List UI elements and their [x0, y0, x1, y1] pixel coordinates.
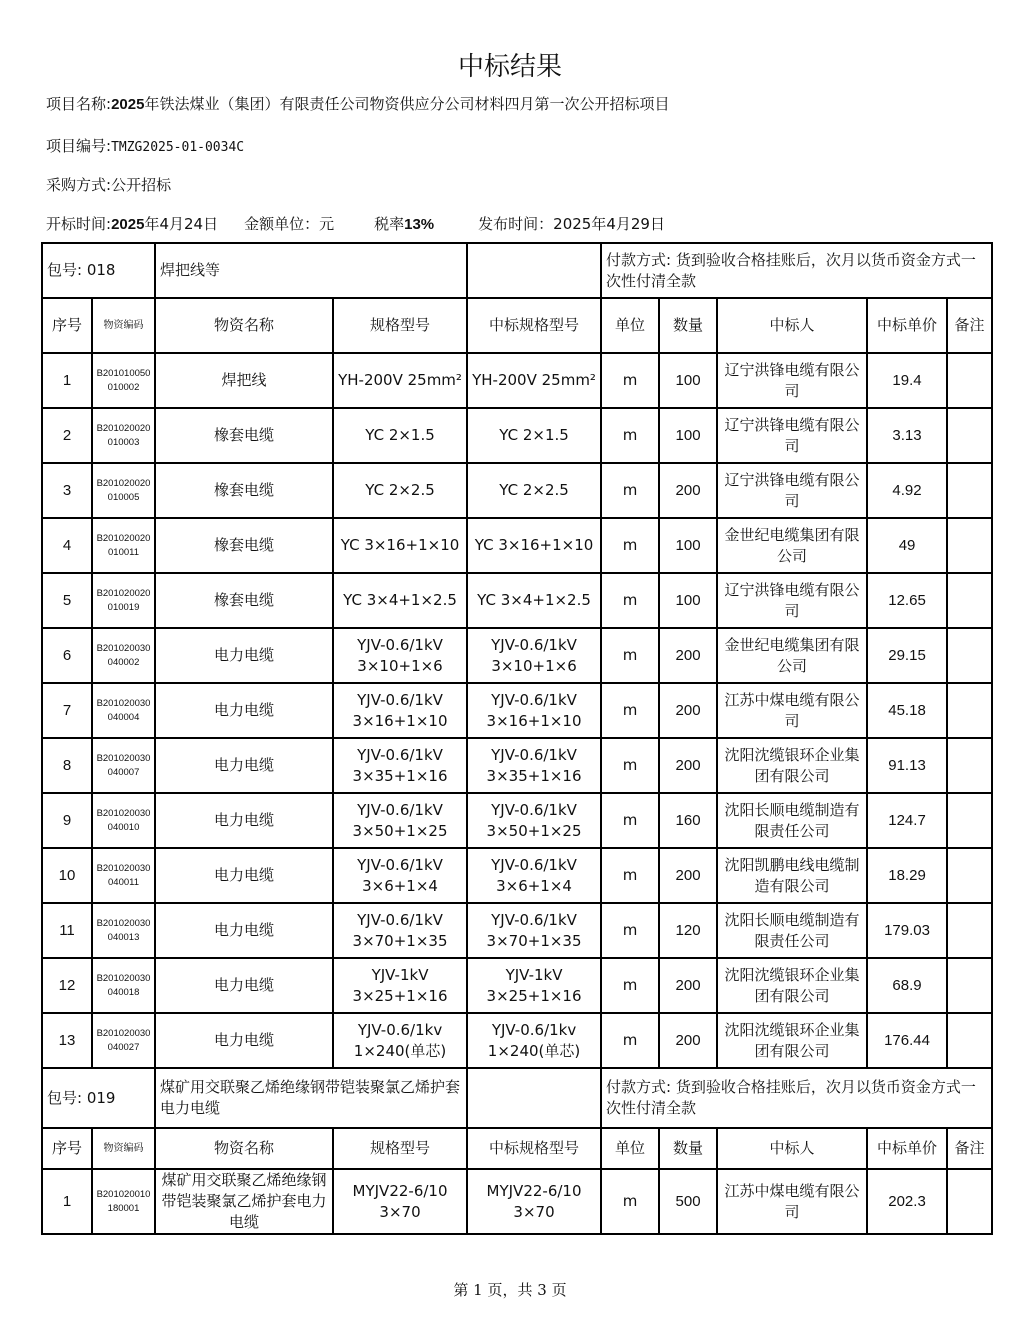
header-row [42, 1128, 992, 1169]
cell-winner: 金世纪电缆集团有限公司 [717, 518, 867, 573]
cell-unit: m [601, 848, 659, 903]
cell-unit: m [601, 1169, 659, 1234]
cell-remark [947, 958, 992, 1013]
open-date: 年4月24日 [144, 215, 219, 233]
column-header: 中标单价 [867, 1128, 947, 1169]
method-line [46, 174, 171, 195]
label: 开标时间: [46, 215, 112, 233]
cell-code: B201020010 180001 [92, 1169, 155, 1234]
cell-seq: 2 [42, 408, 92, 463]
cell-qty: 500 [659, 1169, 717, 1234]
cell-name: 橡套电缆 [155, 463, 333, 518]
cell-spec: YJV-0.6/1kV 3×70+1×35 [333, 903, 467, 958]
cell-seq: 1 [42, 1169, 92, 1234]
cell-price: 19.4 [867, 353, 947, 408]
page-footer: 第 1 页，共 3 页 [453, 1281, 567, 1299]
cell-seq: 9 [42, 793, 92, 848]
cell-remark [947, 848, 992, 903]
table-row [42, 573, 992, 628]
cell-bid-spec: MYJV22-6/10 3×70 [467, 1169, 601, 1234]
cell-name: 煤矿用交联聚乙烯绝缘钢带铠装聚氯乙烯护套电力电缆 [155, 1169, 333, 1234]
cell-price: 18.29 [867, 848, 947, 903]
dates-line [46, 213, 665, 234]
cell-code: B201020020 010011 [92, 518, 155, 573]
cell-code: B201020030 040010 [92, 793, 155, 848]
cell-unit: m [601, 958, 659, 1013]
column-header: 数量 [659, 1128, 717, 1169]
table-row [42, 518, 992, 573]
method: 公开招标 [111, 176, 172, 194]
table-row [42, 463, 992, 518]
column-header: 数量 [659, 298, 717, 353]
project-no-line [46, 135, 244, 156]
cell-qty: 200 [659, 848, 717, 903]
column-header: 物资编码 [92, 1128, 155, 1169]
cell-bid-spec: YC 2×1.5 [467, 408, 601, 463]
cell-seq: 11 [42, 903, 92, 958]
cell-unit: m [601, 738, 659, 793]
package-row [42, 1068, 992, 1128]
cell-price: 68.9 [867, 958, 947, 1013]
table-row [42, 738, 992, 793]
cell-spec: YC 2×1.5 [333, 408, 467, 463]
cell-bid-spec: YJV-1kV 3×25+1×16 [467, 958, 601, 1013]
cell-code: B201020020 010003 [92, 408, 155, 463]
cell-qty: 200 [659, 683, 717, 738]
cell-seq: 6 [42, 628, 92, 683]
column-header: 物资名称 [155, 1128, 333, 1169]
open-year: 2025 [111, 216, 145, 233]
column-header: 单位 [601, 1128, 659, 1169]
label: 项目编号: [46, 137, 112, 155]
cell-remark [947, 463, 992, 518]
cell-seq: 8 [42, 738, 92, 793]
cell-spec: YJV-0.6/1kV 3×6+1×4 [333, 848, 467, 903]
cell-price: 202.3 [867, 1169, 947, 1234]
cell-code: B201010050 010002 [92, 353, 155, 408]
cell-code: B201020030 040007 [92, 738, 155, 793]
cell-qty: 200 [659, 958, 717, 1013]
cell-seq: 12 [42, 958, 92, 1013]
cell-remark [947, 738, 992, 793]
payment-terms: 付款方式: 货到验收合格挂账后，次月以货币资金方式一次性付清全款 [601, 243, 992, 298]
cell-unit: m [601, 408, 659, 463]
cell-unit: m [601, 463, 659, 518]
cell-winner: 辽宁洪锋电缆有限公司 [717, 353, 867, 408]
column-header: 中标规格型号 [467, 298, 601, 353]
cell-qty: 100 [659, 353, 717, 408]
table-row [42, 1013, 992, 1068]
cell-remark [947, 628, 992, 683]
project-name: 年铁法煤业（集团）有限责任公司物资供应分公司材料四月第一次公开招标项目 [144, 95, 670, 113]
cell-remark [947, 1169, 992, 1234]
cell-unit: m [601, 683, 659, 738]
cell-remark [947, 903, 992, 958]
column-header: 物资名称 [155, 298, 333, 353]
cell-remark [947, 573, 992, 628]
cell-code: B201020030 040011 [92, 848, 155, 903]
cell-spec: MYJV22-6/10 3×70 [333, 1169, 467, 1234]
cell-unit: m [601, 903, 659, 958]
project-year: 2025 [111, 96, 145, 113]
cell-name: 电力电缆 [155, 738, 333, 793]
table-row [42, 683, 992, 738]
page-title: 中标结果 [457, 52, 562, 82]
cell-remark [947, 518, 992, 573]
publish-date: 2025年4月29日 [553, 215, 665, 233]
cell-name: 焊把线 [155, 353, 333, 408]
payment-terms: 付款方式: 货到验收合格挂账后，次月以货币资金方式一次性付清全款 [601, 1068, 992, 1128]
label: 采购方式: [46, 176, 112, 194]
cell-price: 12.65 [867, 573, 947, 628]
table-row [42, 408, 992, 463]
cell-unit: m [601, 793, 659, 848]
project-name-line [46, 93, 669, 114]
cell-spec: YC 3×16+1×10 [333, 518, 467, 573]
cell-spec: YJV-0.6/1kV 3×16+1×10 [333, 683, 467, 738]
cell-remark [947, 683, 992, 738]
result-table [41, 242, 993, 1235]
cell-qty: 100 [659, 573, 717, 628]
cell-price: 29.15 [867, 628, 947, 683]
cell-name: 电力电缆 [155, 793, 333, 848]
column-header: 单位 [601, 298, 659, 353]
cell-name: 电力电缆 [155, 683, 333, 738]
table-row [42, 848, 992, 903]
tax: 13% [404, 216, 435, 233]
cell-unit: m [601, 1013, 659, 1068]
cell-spec: YC 2×2.5 [333, 463, 467, 518]
cell-bid-spec: YH-200V 25mm² [467, 353, 601, 408]
column-header: 序号 [42, 298, 92, 353]
cell-winner: 沈阳凯鹏电线电缆制造有限公司 [717, 848, 867, 903]
cell-unit: m [601, 353, 659, 408]
cell-spec: YJV-0.6/1kv 1×240(单芯) [333, 1013, 467, 1068]
cell-seq: 4 [42, 518, 92, 573]
cell-winner: 金世纪电缆集团有限公司 [717, 628, 867, 683]
cell-qty: 120 [659, 903, 717, 958]
cell-code: B201020030 040002 [92, 628, 155, 683]
cell-name: 橡套电缆 [155, 408, 333, 463]
cell-qty: 200 [659, 628, 717, 683]
cell-bid-spec: YJV-0.6/1kV 3×16+1×10 [467, 683, 601, 738]
cell-price: 176.44 [867, 1013, 947, 1068]
column-header: 规格型号 [333, 298, 467, 353]
cell-price: 3.13 [867, 408, 947, 463]
column-header: 中标规格型号 [467, 1128, 601, 1169]
package-name: 煤矿用交联聚乙烯绝缘钢带铠装聚氯乙烯护套电力电缆 [155, 1068, 467, 1128]
cell-seq: 13 [42, 1013, 92, 1068]
package-name: 焊把线等 [155, 243, 467, 298]
label: 项目名称: [46, 95, 112, 113]
cell-remark [947, 1013, 992, 1068]
cell-price: 124.7 [867, 793, 947, 848]
cell-spec: YJV-0.6/1kV 3×10+1×6 [333, 628, 467, 683]
package-no: 包号: 018 [42, 243, 155, 298]
cell-seq: 7 [42, 683, 92, 738]
cell-bid-spec: YC 2×2.5 [467, 463, 601, 518]
cell-qty: 200 [659, 738, 717, 793]
cell-bid-spec: YJV-0.6/1kV 3×35+1×16 [467, 738, 601, 793]
table-row [42, 1169, 992, 1234]
cell-name: 电力电缆 [155, 628, 333, 683]
cell-code: B201020030 040018 [92, 958, 155, 1013]
cell-winner: 辽宁洪锋电缆有限公司 [717, 573, 867, 628]
cell-winner: 江苏中煤电缆有限公司 [717, 1169, 867, 1234]
cell-spec: YC 3×4+1×2.5 [333, 573, 467, 628]
cell-bid-spec: YC 3×16+1×10 [467, 518, 601, 573]
cell-seq: 5 [42, 573, 92, 628]
cell-seq: 3 [42, 463, 92, 518]
cell-price: 91.13 [867, 738, 947, 793]
cell-qty: 200 [659, 1013, 717, 1068]
cell-name: 电力电缆 [155, 1013, 333, 1068]
cell-seq: 1 [42, 353, 92, 408]
column-header: 备注 [947, 1128, 992, 1169]
column-header: 中标单价 [867, 298, 947, 353]
cell-qty: 100 [659, 518, 717, 573]
cell-spec: YH-200V 25mm² [333, 353, 467, 408]
cell-name: 橡套电缆 [155, 518, 333, 573]
cell-name: 电力电缆 [155, 848, 333, 903]
cell-remark [947, 408, 992, 463]
cell-code: B201020020 010019 [92, 573, 155, 628]
publish-label: 发布时间： [478, 215, 554, 233]
cell-winner: 沈阳沈缆银环企业集团有限公司 [717, 1013, 867, 1068]
tax-label: 税率 [374, 215, 405, 233]
header-row [42, 298, 992, 353]
cell-bid-spec: YJV-0.6/1kV 3×70+1×35 [467, 903, 601, 958]
cell-code: B201020030 040027 [92, 1013, 155, 1068]
cell-winner: 沈阳沈缆银环企业集团有限公司 [717, 738, 867, 793]
cell-qty: 100 [659, 408, 717, 463]
cell-unit: m [601, 518, 659, 573]
column-header: 序号 [42, 1128, 92, 1169]
cell-qty: 160 [659, 793, 717, 848]
column-header: 物资编码 [92, 298, 155, 353]
cell-remark [947, 793, 992, 848]
column-header: 中标人 [717, 298, 867, 353]
table-row [42, 958, 992, 1013]
project-no: TMZG2025-01-0034C [111, 140, 245, 155]
cell-unit: m [601, 573, 659, 628]
cell-name: 电力电缆 [155, 903, 333, 958]
cell-bid-spec: YJV-0.6/1kv 1×240(单芯) [467, 1013, 601, 1068]
package-no: 包号: 019 [42, 1068, 155, 1128]
cell-winner: 江苏中煤电缆有限公司 [717, 683, 867, 738]
empty-cell [467, 1068, 601, 1128]
cell-qty: 200 [659, 463, 717, 518]
cell-price: 4.92 [867, 463, 947, 518]
cell-winner: 沈阳长顺电缆制造有限责任公司 [717, 903, 867, 958]
cell-code: B201020020 010005 [92, 463, 155, 518]
cell-price: 45.18 [867, 683, 947, 738]
cell-code: B201020030 040013 [92, 903, 155, 958]
cell-winner: 辽宁洪锋电缆有限公司 [717, 408, 867, 463]
cell-spec: YJV-1kV 3×25+1×16 [333, 958, 467, 1013]
table-row [42, 793, 992, 848]
cell-bid-spec: YJV-0.6/1kV 3×10+1×6 [467, 628, 601, 683]
cell-remark [947, 353, 992, 408]
cell-price: 179.03 [867, 903, 947, 958]
cell-bid-spec: YJV-0.6/1kV 3×6+1×4 [467, 848, 601, 903]
cell-bid-spec: YJV-0.6/1kV 3×50+1×25 [467, 793, 601, 848]
cell-seq: 10 [42, 848, 92, 903]
table-row [42, 903, 992, 958]
column-header: 中标人 [717, 1128, 867, 1169]
package-row [42, 243, 992, 298]
cell-spec: YJV-0.6/1kV 3×50+1×25 [333, 793, 467, 848]
unit: 金额单位：元 [244, 215, 335, 233]
cell-winner: 沈阳沈缆银环企业集团有限公司 [717, 958, 867, 1013]
column-header: 备注 [947, 298, 992, 353]
cell-winner: 沈阳长顺电缆制造有限责任公司 [717, 793, 867, 848]
cell-code: B201020030 040004 [92, 683, 155, 738]
cell-winner: 辽宁洪锋电缆有限公司 [717, 463, 867, 518]
column-header: 规格型号 [333, 1128, 467, 1169]
cell-price: 49 [867, 518, 947, 573]
cell-name: 电力电缆 [155, 958, 333, 1013]
cell-bid-spec: YC 3×4+1×2.5 [467, 573, 601, 628]
empty-cell [467, 243, 601, 298]
cell-unit: m [601, 628, 659, 683]
table-row [42, 628, 992, 683]
table-row [42, 353, 992, 408]
cell-name: 橡套电缆 [155, 573, 333, 628]
cell-spec: YJV-0.6/1kV 3×35+1×16 [333, 738, 467, 793]
